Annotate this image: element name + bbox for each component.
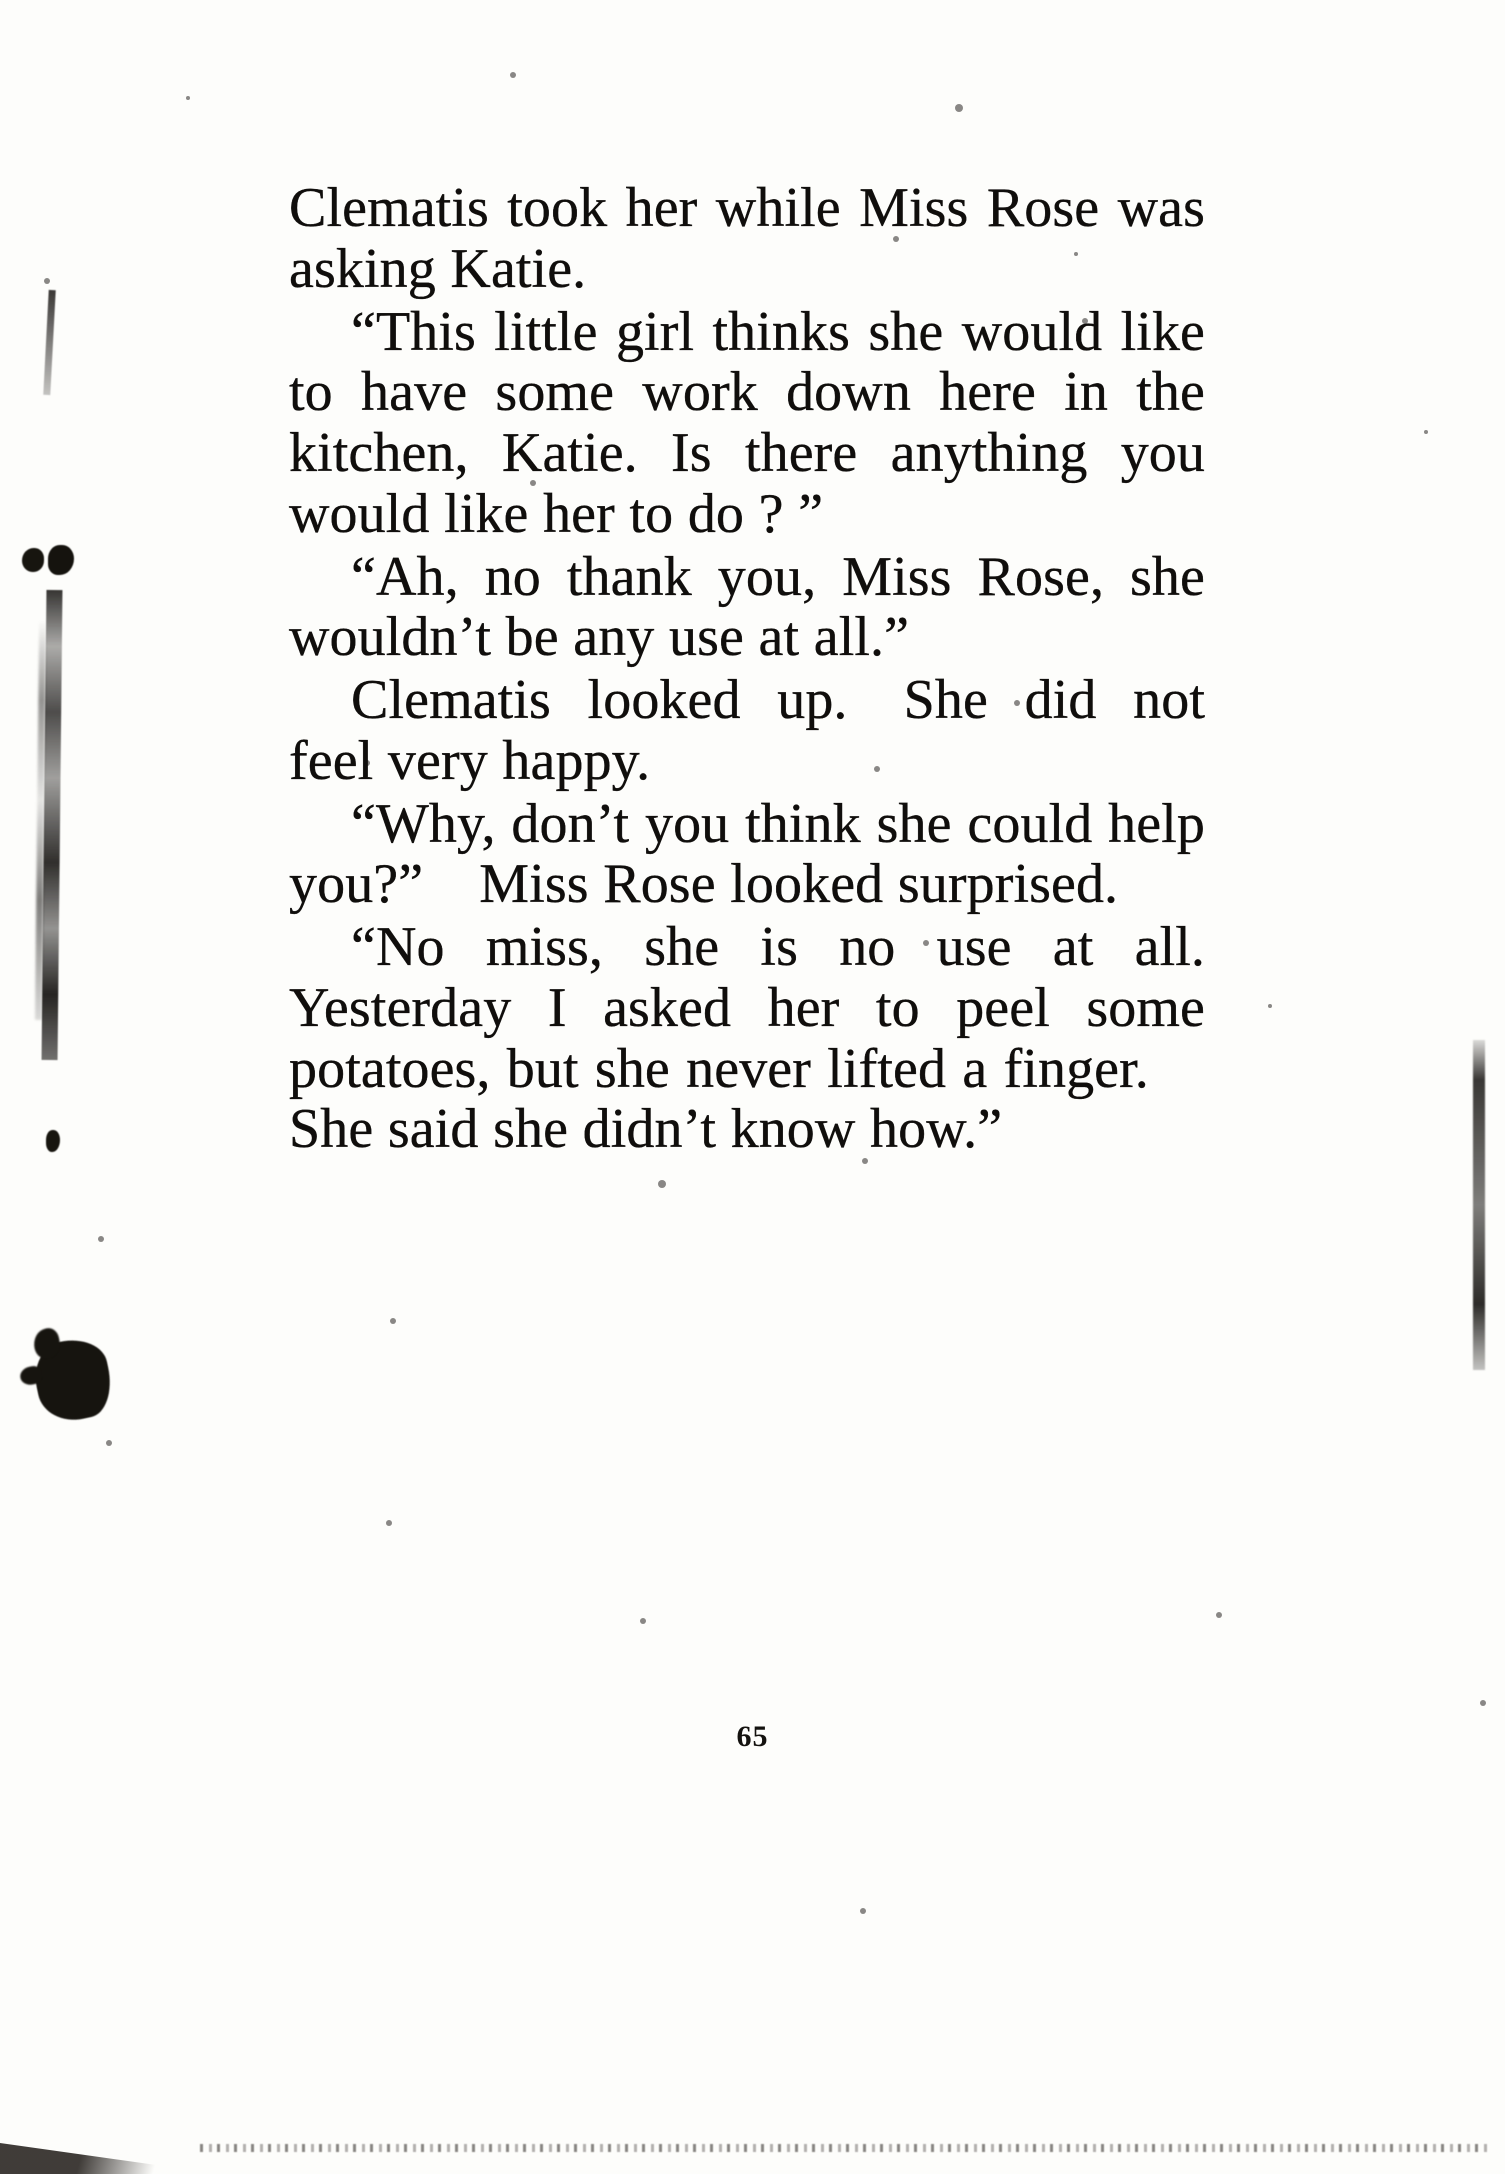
paper-speck [1268,1004,1272,1008]
scanner-dark-wedge [0,2138,220,2174]
paper-speck [658,1180,666,1188]
paper-speck [106,1440,112,1446]
paper-speck [1480,1700,1486,1706]
paragraph-1: Clematis took her while Miss Rose was asking Katie. [289,177,1205,300]
paragraph-6: “No miss, she is no use at all. Yesterday I asked her to peel some potatoes, but she never lifted a finger. She said she didn’t know how.” [289,916,1205,1161]
paper-speck [640,1618,646,1624]
paper-speck [860,1908,866,1914]
paper-speck [510,72,516,78]
paragraph-5: “Why, don’t you think she could help you?” Miss Rose looked surprised. [289,792,1205,916]
gutter-ink-tick [43,290,55,395]
paper-speck [98,1236,104,1242]
paper-speck [386,1520,392,1526]
paper-speck [1216,1612,1222,1618]
paper-speck [44,278,50,284]
paragraph-3: “Ah, no thank you, Miss Rose, she wouldn’t be any use at all.” [289,545,1205,669]
paragraph-2: “This little girl thinks she would like to have some work down here in the kitchen, Katie. Is there anything you would like her to do ? ” [289,300,1205,545]
paper-speck [186,96,190,100]
right-edge-shadow [1473,1040,1485,1370]
paper-speck [955,104,963,112]
body-text [289,178,1205,1160]
scanner-bottom-edge [0,2134,1505,2174]
gutter-blot-upper-right [48,545,74,575]
gutter-ink-smear [42,590,63,1060]
page-number: 65 [736,1720,769,1753]
paragraph-4: Clematis looked up. She did not feel very happy. [289,669,1205,792]
corner-ink-blot [28,1333,117,1427]
paper-speck [390,1318,396,1324]
scanner-grit-line [200,2144,1490,2152]
paper-speck [1424,430,1428,434]
gutter-blot-lower [46,1130,60,1152]
gutter-blot-upper-left [22,548,44,572]
